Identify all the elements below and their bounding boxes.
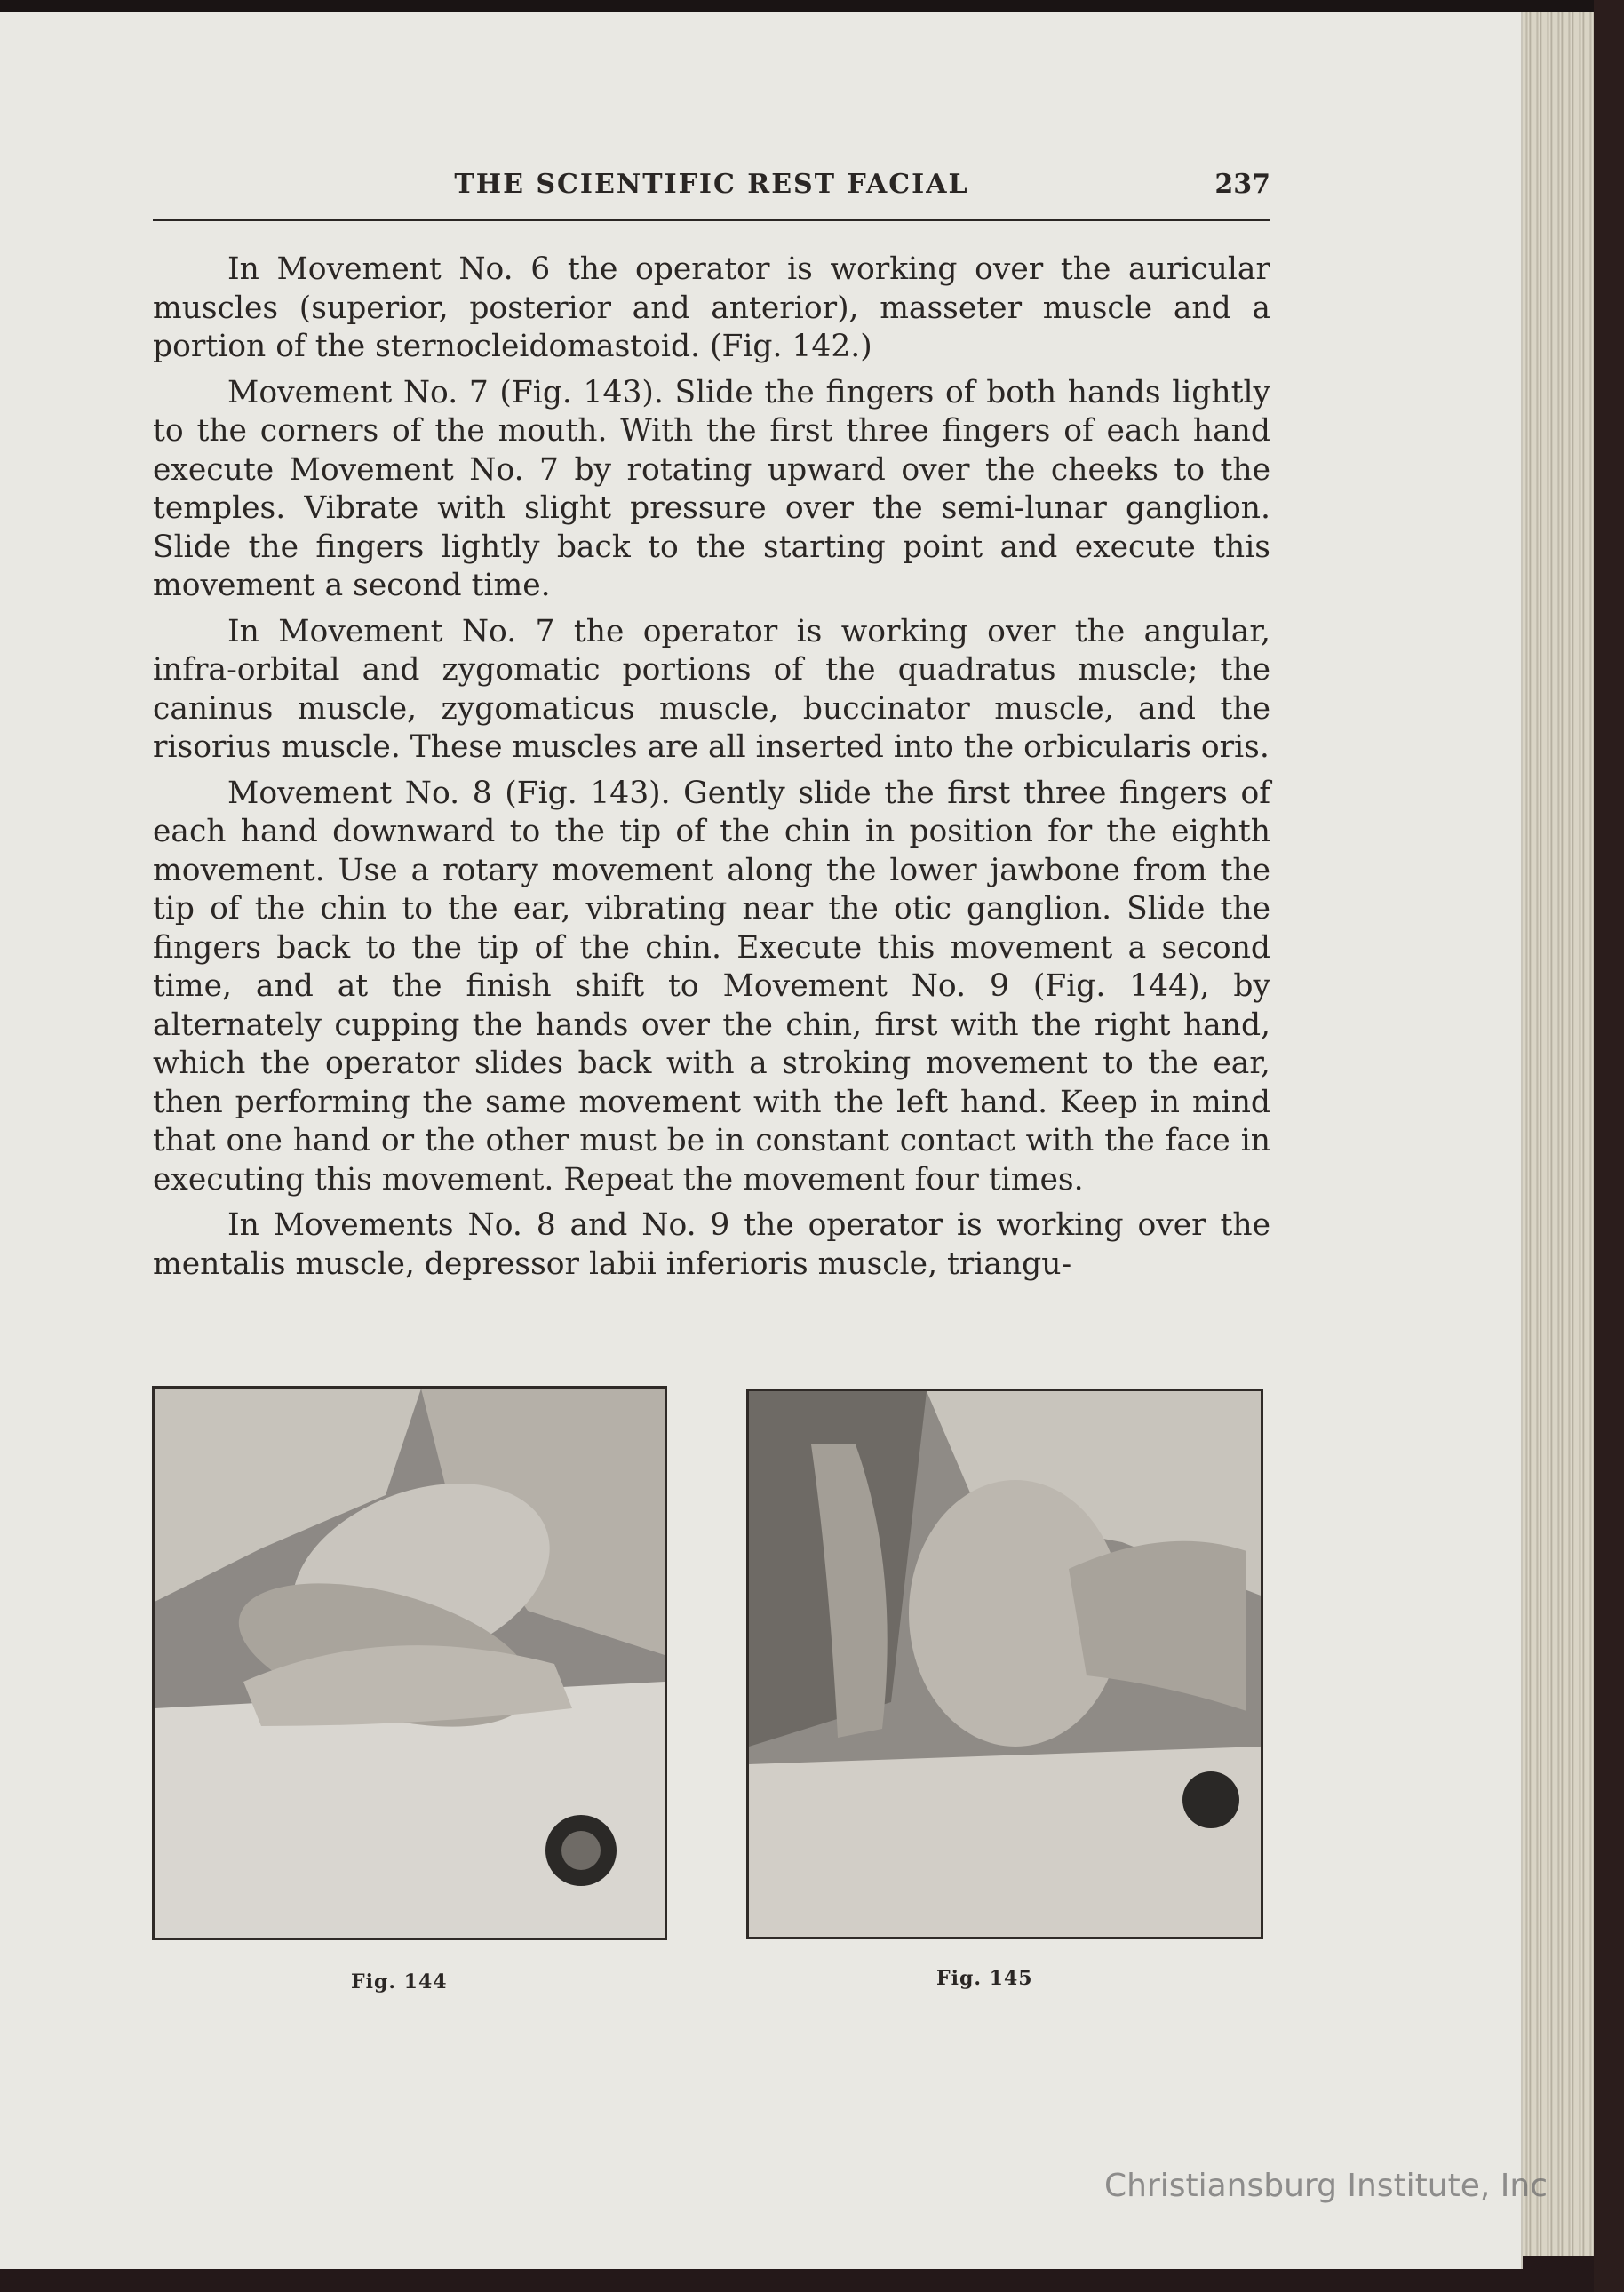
watermark: Christiansburg Institute, Inc (1103, 2168, 1548, 2204)
header-title: THE SCIENTIFIC REST FACIAL (454, 169, 969, 200)
paragraph: Movement No. 7 (Fig. 143). Slide the fingers of both hands lightly to the corners of the mouth. With the first three fingers of each hand execute Movement No. 7 by rotating upward over the cheeks to the temples. Vibrate with slight pressure over the semi-lunar ganglion. Slide the fingers lightly back to the starting point and execute this movement a second time. (153, 374, 1270, 603)
page-edges (1521, 12, 1594, 2269)
figure-144-caption: Fig. 144 (351, 1970, 448, 1994)
paragraph: In Movements No. 8 and No. 9 the operator is working over the mentalis muscle, depressor labii inferioris muscle, triangu- (153, 1207, 1270, 1282)
figure-144-photo (152, 1386, 667, 1940)
running-header (153, 165, 1270, 221)
paragraph: Movement No. 8 (Fig. 143). Gently slide the first three fingers of each hand downward to the tip of the chin in position for the eighth movement. Use a rotary movement along the lower jawbone from the tip of the chin to the ear, vibrating near the otic ganglion. Slide the fingers back to the tip of the chin. Execute this movement a second time, and at the finish shift to Movement No. 9 (Fig. 144), by alternately cupping the hands over the chin, first with the right hand, which the operator slides back with a stroking movement to the ear, then performing the same movement with the left hand. Keep in mind that one hand or the other must be in constant contact with the face in executing this movement. Repeat the movement four times. (153, 775, 1270, 1198)
figure-145-photo (746, 1389, 1263, 1939)
figure-145-caption: Fig. 145 (936, 1967, 1033, 1990)
page-number: 237 (1214, 169, 1270, 200)
paragraph: In Movement No. 6 the operator is working over the auricular muscles (superior, posterior and anterior), masseter muscle and a portion of the sternocleidomastoid. (Fig. 142.) (153, 251, 1270, 364)
body-text (153, 251, 1270, 1291)
book-cover-edge (1594, 0, 1624, 2292)
paragraph: In Movement No. 7 the operator is working over the angular, infra-orbital and zygomatic portions of the quadratus muscle; the caninus muscle, zygomaticus muscle, buccinator muscle, and the risorius muscle. These muscles are all inserted into the orbicularis oris. (153, 613, 1270, 765)
